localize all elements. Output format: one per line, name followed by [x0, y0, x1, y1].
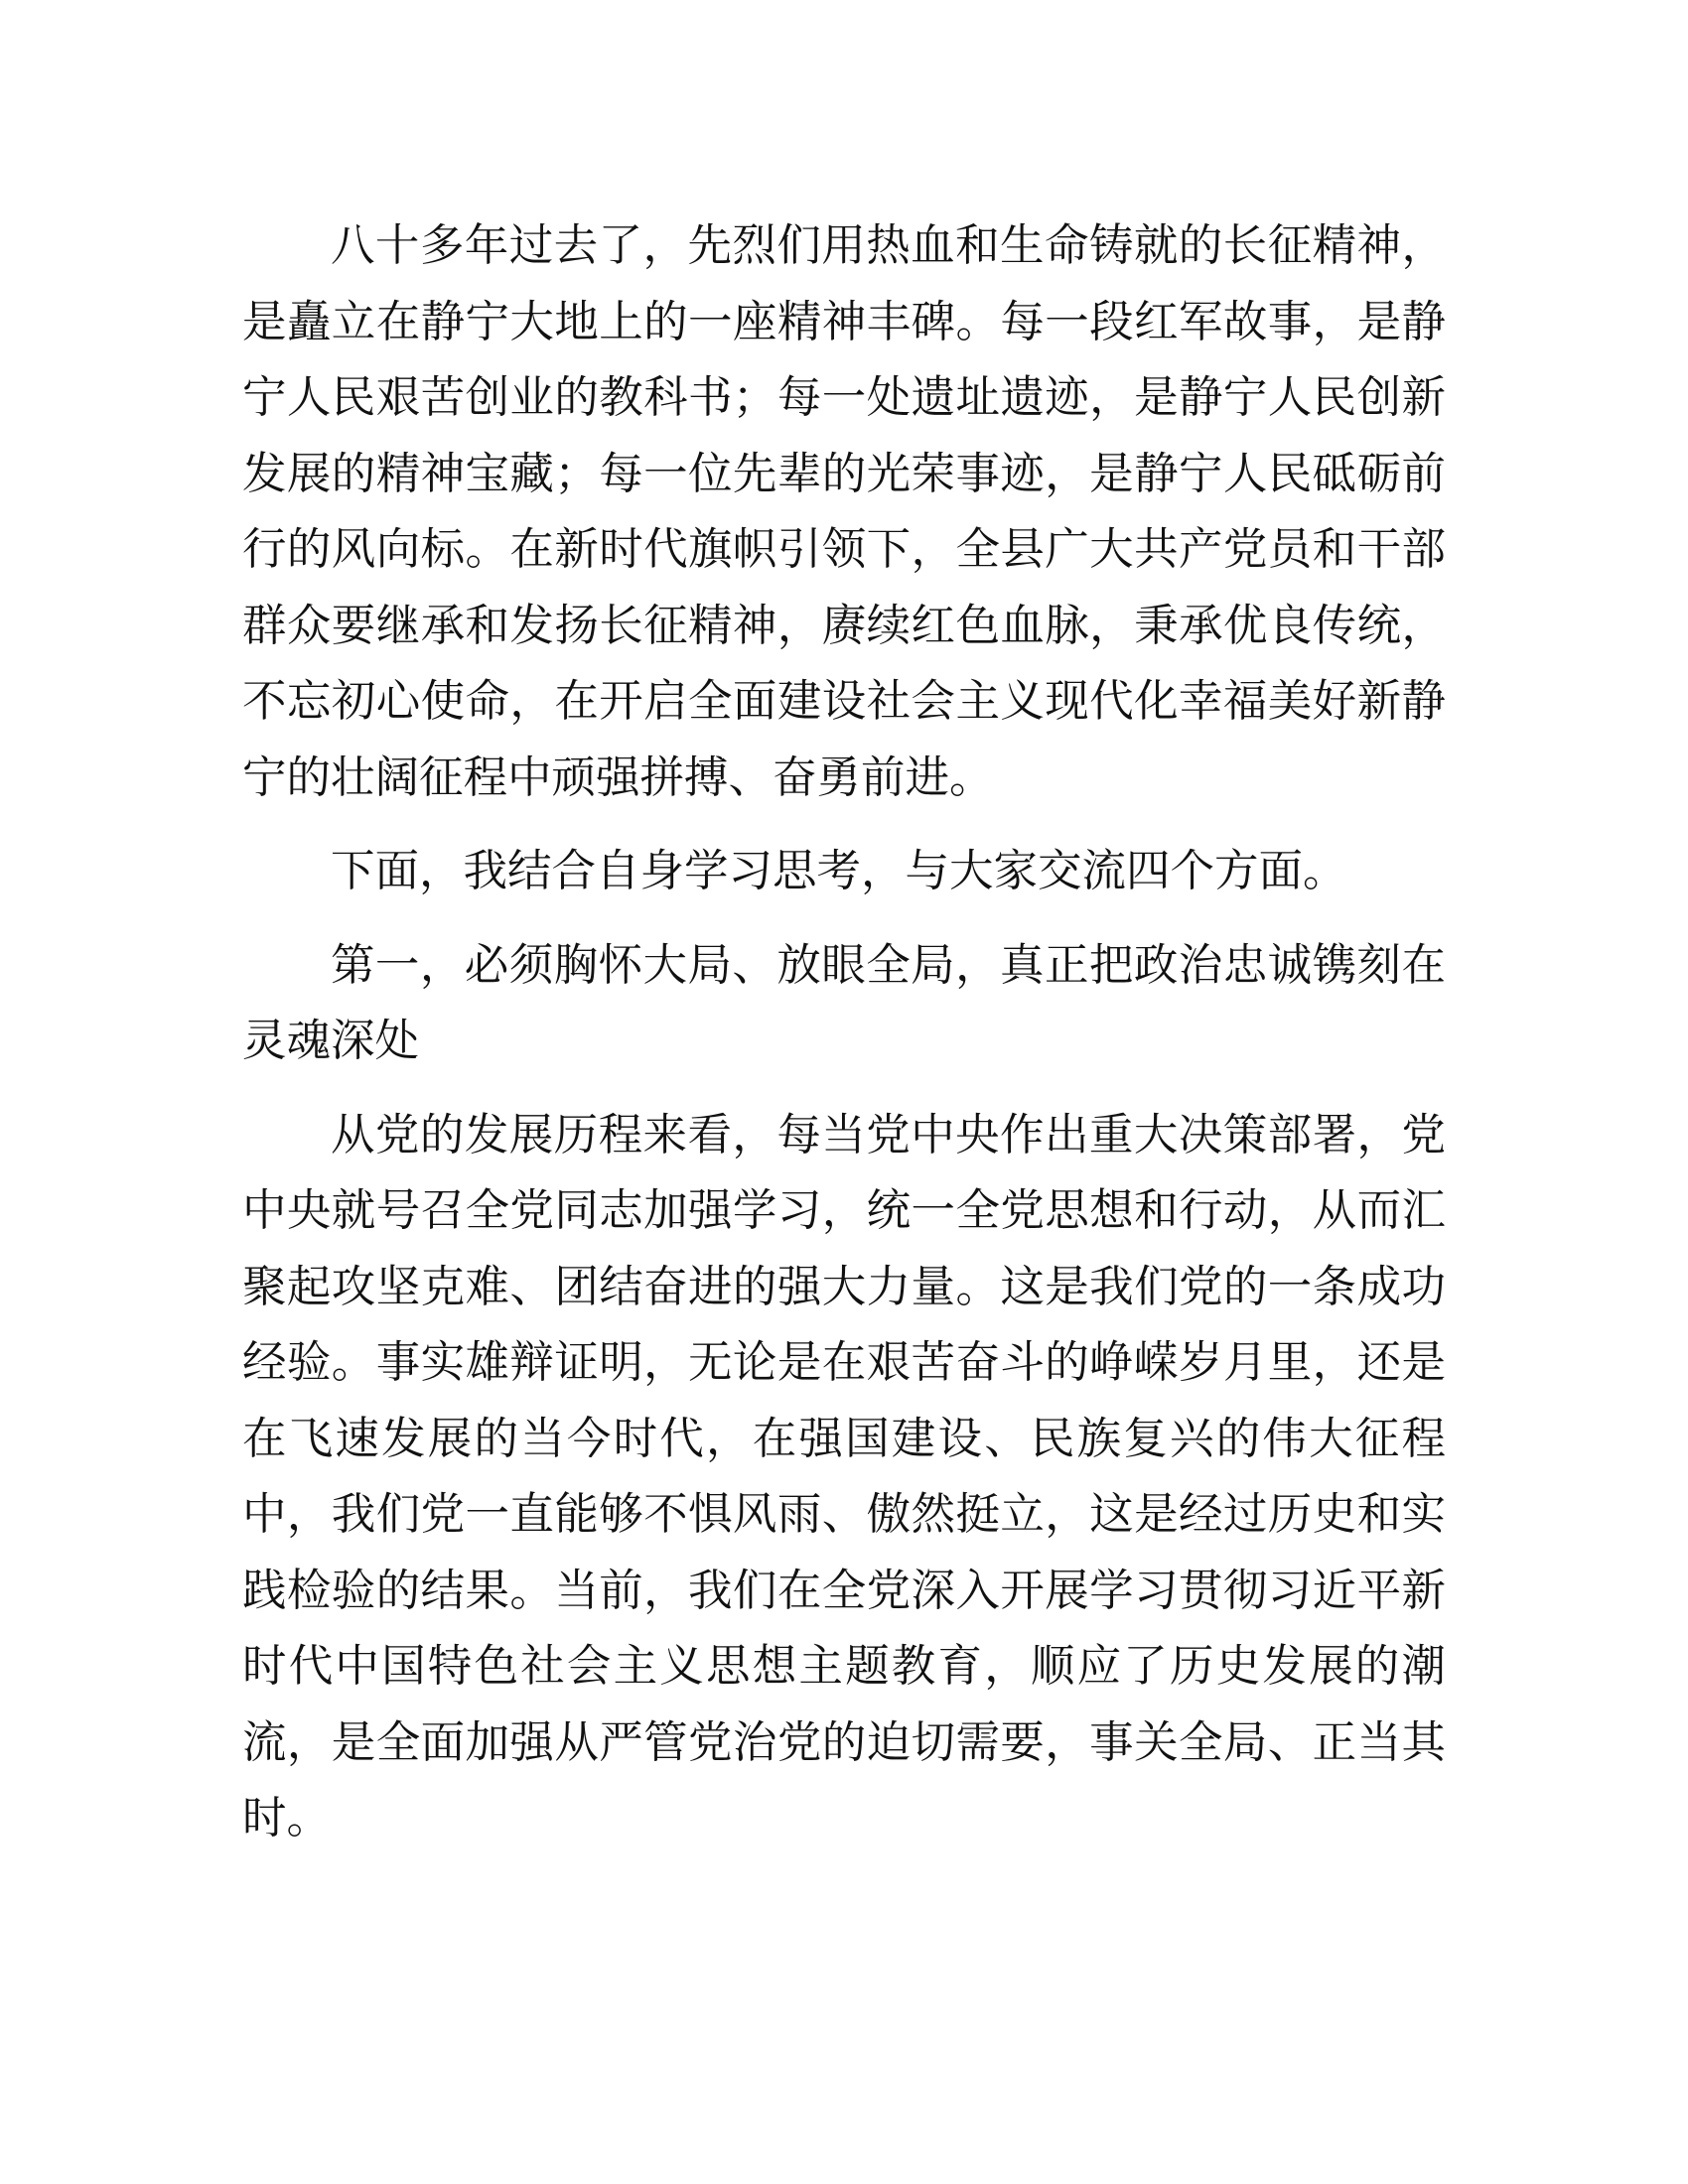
document-body	[242, 208, 1446, 1875]
paragraph-party-history: 从党的发展历程来看，每当党中央作出重大决策部署，党中央就号召全党同志加强学习，统一全党思想和行动，从而汇聚起攻坚克难、团结奋进的强大力量。这是我们党的一条成功经验。事实雄辩证明，无论是在艰苦奋斗的峥嵘岁月里，还是在飞速发展的当今时代，在强国建设、民族复兴的伟大征程中，我们党一直能够不惧风雨、傲然挺立，这是经过历史和实践检验的结果。当前，我们在全党深入开展学习贯彻习近平新时代中国特色社会主义思想主题教育，顺应了历史发展的潮流，是全面加强从严管党治党的迫切需要，事关全局、正当其时。	[242, 1109, 1446, 1843]
paragraph-intro-four-aspects: 下面，我结合自身学习思考，与大家交流四个方面。	[331, 846, 1347, 896]
paragraph-long-march-spirit: 八十多年过去了，先烈们用热血和生命铸就的长征精神，是矗立在静宁大地上的一座精神丰碑。每一段红军故事，是静宁人民艰苦创业的教科书；每一处遗址遗迹，是静宁人民创新发展的精神宝藏；每一位先辈的光荣事迹，是静宁人民砥砺前行的风向标。在新时代旗帜引领下，全县广大共产党员和干部群众要继承和发扬长征精神，赓续红色血脉，秉承优良传统，不忘初心使命，在开启全面建设社会主义现代化幸福美好新静宁的壮阔征程中顽强拼搏、奋勇前进。	[242, 220, 1446, 803]
section-heading-first: 第一，必须胸怀大局、放眼全局，真正把政治忠诚镌刻在灵魂深处	[242, 939, 1446, 1066]
